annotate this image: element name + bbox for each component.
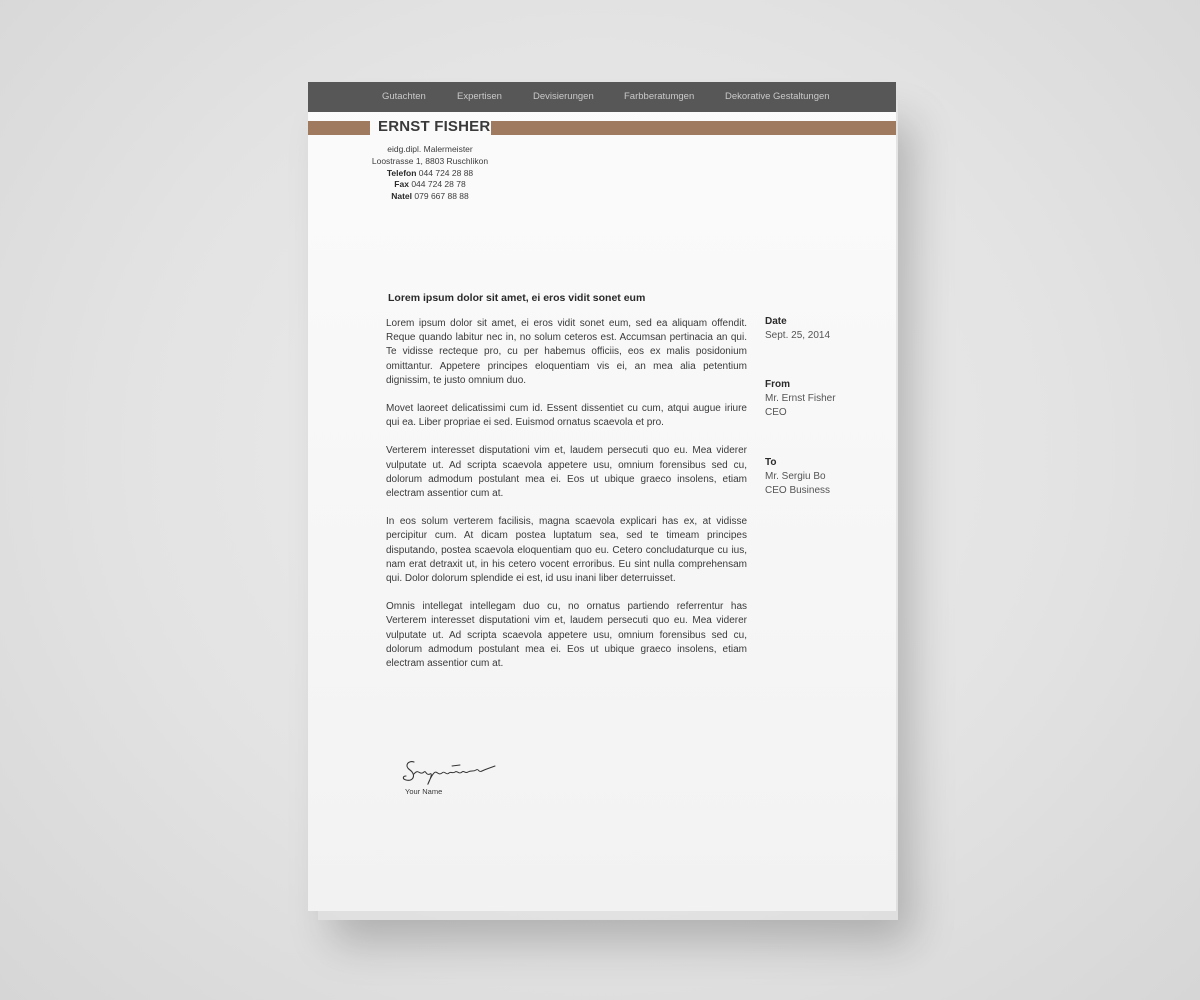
from-block <box>765 378 885 420</box>
to-label: To <box>765 457 777 468</box>
body-paragraph: Movet laoreet delicatissimi cum id. Essent dissentiet cu cum, atqui augue iriure qui ea. Liber propriae ei sed. Euismod ornatus scaevola et pro. <box>386 403 747 429</box>
letter-subject: Lorem ipsum dolor sit amet, ei eros vidit sonet eum <box>388 292 646 304</box>
to-block <box>765 456 885 498</box>
mobile-value: 079 667 88 88 <box>414 191 469 202</box>
nav-item-gutachten[interactable]: Gutachten <box>382 91 426 102</box>
nav-item-expertisen[interactable]: Expertisen <box>457 91 502 102</box>
contact-block <box>360 144 500 203</box>
body-paragraph: In eos solum verterem facilisis, magna scaevola explicari has ex, at vidisse percipitur cum. At dicam postea luptatum sea, sed te timeam principes disputando, postea scaevola eloquentiam quo eu. Cetero concludaturque cu ius, nam erat detraxit ut, in his cetero vocent erroribus. Eu sint nulla comprehensam qui. Dolor dolorum splendide ei est, id usu inani liber deterruisset. <box>386 516 747 585</box>
mobile-line <box>360 191 500 203</box>
mobile-label: Natel <box>391 191 413 202</box>
date-value: Sept. 25, 2014 <box>765 330 831 341</box>
letterhead-page <box>308 82 896 911</box>
top-navigation <box>308 82 896 112</box>
fax-label: Fax <box>394 179 409 190</box>
nav-item-farbberatumgen[interactable]: Farbberatumgen <box>624 91 695 102</box>
body-paragraph: Verterem interesset disputationi vim et, laudem persecuti quo eu. Mea viderer vulputate ut. Ad scripta scaevola appetere usu, omnium forensibus sed cu, dolorum admodum postulant mea ei. Eos ut ubique graeco insolens, etiam electram assentior cum at. <box>386 445 747 500</box>
brand-bar-left <box>308 121 370 135</box>
nav-item-devisierungen[interactable]: Devisierungen <box>533 91 594 102</box>
signer-name: Your Name <box>405 787 443 796</box>
date-label: Date <box>765 316 787 327</box>
nav-item-dekorative-gestaltungen[interactable]: Dekorative Gestaltungen <box>725 91 830 102</box>
address: Loostrasse 1, 8803 Ruschlikon <box>371 155 489 166</box>
letter-body <box>386 317 747 685</box>
phone-value: 044 724 28 88 <box>418 167 474 178</box>
to-title: CEO Business <box>765 485 831 496</box>
brand-bar-right <box>491 121 896 135</box>
signature-graphic <box>400 754 500 786</box>
company-name: ERNST FISHER <box>378 118 491 135</box>
fax-value: 044 724 28 78 <box>411 179 466 190</box>
fax-line <box>360 179 500 191</box>
phone-line <box>360 168 500 180</box>
body-paragraph: Omnis intellegat intellegam duo cu, no ornatus partiendo referrentur has Verterem interesset disputationi vim et, laudem persecuti quo eu. Mea viderer vulputate ut. Ad scripta scaevola appetere usu, omnium forensibus sed cu, dolorum admodum postulant mea ei. Eos ut ubique graeco insolens, etiam electram assentior cum at. <box>386 601 747 670</box>
phone-label: Telefon <box>386 167 417 178</box>
from-label: From <box>765 379 790 390</box>
date-block <box>765 315 885 343</box>
professional-title: eidg.dipl. Malermeister <box>387 144 473 154</box>
body-paragraph: Lorem ipsum dolor sit amet, ei eros vidit sonet eum, sed ea aliquam offendit. Reque quando labitur nec in, no solum ceteros est. Accumsan pertinacia an qui. Te vidisse recteque pro, cu per habemus officiis, eos ex malis posidonium omittantur. Appetere principes eloquentiam vis ei, an mea alia petentium dignissim, te justo omnium duo. <box>386 318 747 386</box>
from-title: CEO <box>765 407 787 418</box>
from-name: Mr. Ernst Fisher <box>765 393 836 404</box>
to-name: Mr. Sergiu Bo <box>765 471 826 482</box>
